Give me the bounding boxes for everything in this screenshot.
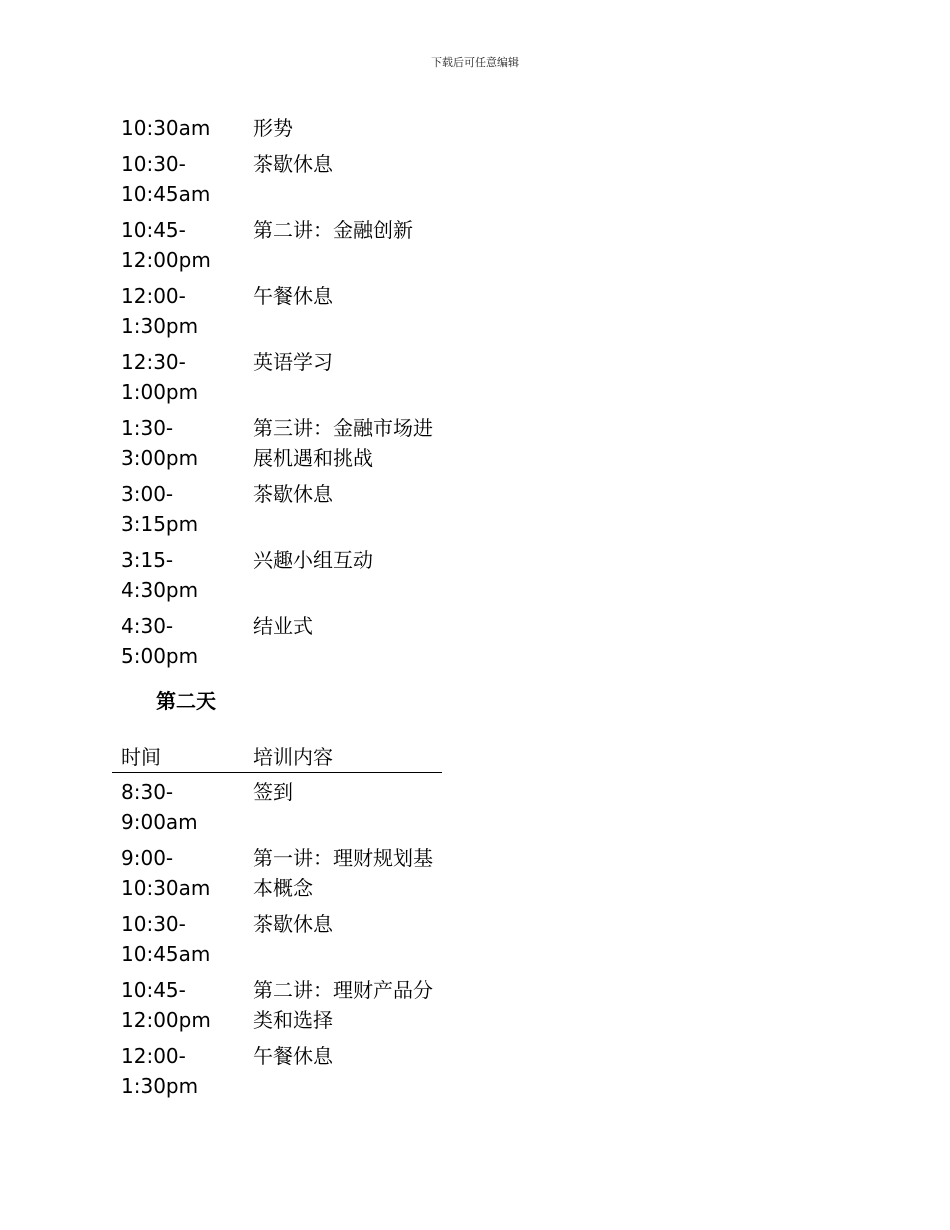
content-cell: 茶歇休息 [253, 152, 333, 176]
time-cell: 12:00- 1:30pm [121, 1044, 199, 1098]
time-cell: 8:30- 9:00am [121, 780, 198, 834]
time-cell: 10:45- 12:00pm [121, 218, 211, 272]
schedule-table-day2 [112, 742, 442, 1107]
table-row [112, 545, 442, 605]
table-row [112, 975, 442, 1035]
time-cell: 12:00- 1:30pm [121, 284, 199, 338]
time-cell: 3:00- 3:15pm [121, 482, 199, 536]
day2-heading: 第二天 [156, 689, 216, 713]
time-cell: 1:30- 3:00pm [121, 416, 199, 470]
content-cell: 茶歇休息 [253, 912, 333, 936]
content-cell: 第二讲：理财产品分类和选择 [253, 978, 433, 1032]
content-cell: 兴趣小组互动 [253, 548, 373, 572]
table-row [112, 611, 442, 671]
table-row [112, 281, 442, 341]
table-row [112, 113, 442, 143]
content-cell: 午餐休息 [253, 1044, 333, 1068]
content-cell: 第一讲：理财规划基本概念 [253, 846, 433, 900]
time-cell: 10:30- 10:45am [121, 912, 211, 966]
page-header-note: 下载后可任意编辑 [431, 56, 519, 69]
time-cell: 10:30- 10:45am [121, 152, 211, 206]
table-row [112, 149, 442, 209]
table-row [112, 479, 442, 539]
schedule-table-day1-continued [112, 113, 442, 677]
table-row [112, 909, 442, 969]
time-cell: 12:30- 1:00pm [121, 350, 199, 404]
content-cell: 英语学习 [253, 350, 333, 374]
content-cell: 签到 [253, 780, 293, 804]
content-cell: 形势 [253, 116, 293, 140]
header-content: 培训内容 [253, 745, 333, 769]
table-row [112, 1041, 442, 1101]
content-cell: 午餐休息 [253, 284, 333, 308]
table-header-row [112, 742, 442, 773]
content-cell: 结业式 [253, 614, 313, 638]
table-row [112, 413, 442, 473]
time-cell: 10:45- 12:00pm [121, 978, 211, 1032]
time-cell: 9:00- 10:30am [121, 846, 211, 900]
table-row [112, 777, 442, 837]
header-time: 时间 [121, 745, 161, 769]
table-row [112, 843, 442, 903]
table-row [112, 347, 442, 407]
time-cell: 3:15- 4:30pm [121, 548, 199, 602]
time-cell: 4:30- 5:00pm [121, 614, 199, 668]
time-cell: 10:30am [121, 116, 211, 140]
content-cell: 第三讲：金融市场进展机遇和挑战 [253, 416, 433, 470]
content-cell: 茶歇休息 [253, 482, 333, 506]
content-cell: 第二讲：金融创新 [253, 218, 413, 242]
table-row [112, 215, 442, 275]
